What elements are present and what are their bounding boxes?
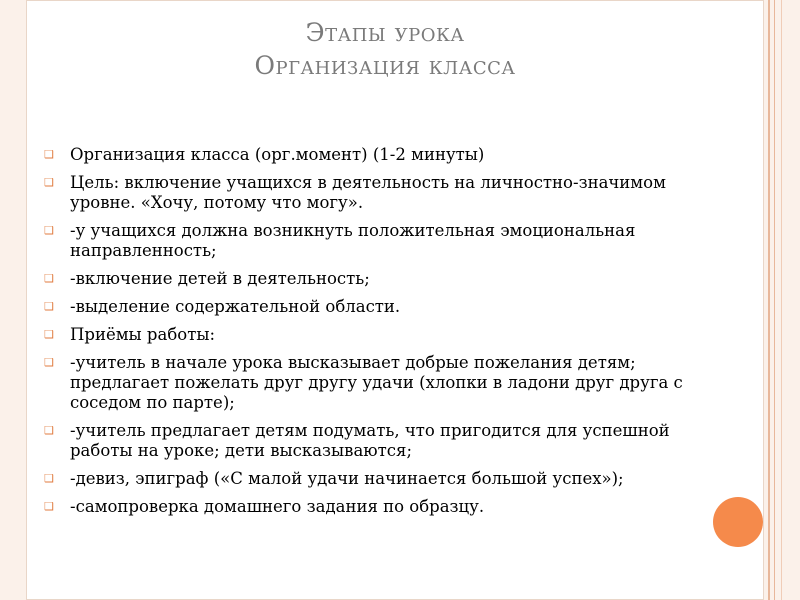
bullet-text: -выделение содержательной области. xyxy=(70,297,401,316)
bullet-text: Цель: включение учащихся в деятельность на личностно-значимом уровне. «Хочу, потому что могу». xyxy=(70,173,666,212)
title-line-2: Организация класса xyxy=(254,51,516,80)
bullet-item xyxy=(44,297,712,317)
bullet-icon: ❑ xyxy=(44,424,54,437)
title-line-1: Этапы урока xyxy=(305,18,465,47)
bullet-text: -самопроверка домашнего задания по образцу. xyxy=(70,497,485,516)
bullet-item xyxy=(44,421,712,461)
decor-rail-inner xyxy=(774,0,775,600)
bullet-text: -девиз, эпиграф («С малой удачи начинается большой успех»); xyxy=(70,469,624,488)
bullet-icon: ❑ xyxy=(44,176,54,189)
bullet-text: Приёмы работы: xyxy=(70,325,216,344)
bullet-item xyxy=(44,469,712,489)
bullet-icon: ❑ xyxy=(44,272,54,285)
bullet-item xyxy=(44,497,712,517)
bullet-item xyxy=(44,325,712,345)
bullet-text: -включение детей в деятельность; xyxy=(70,269,370,288)
bullet-icon: ❑ xyxy=(44,300,54,313)
decor-rail-outer xyxy=(768,0,770,600)
slide-title xyxy=(40,16,730,82)
bullet-item xyxy=(44,353,712,413)
bullet-text: -у учащихся должна возникнуть положительная эмоциональная направленность; xyxy=(70,221,636,260)
bullet-item xyxy=(44,221,712,261)
bullet-item xyxy=(44,145,712,165)
bullet-text: -учитель предлагает детям подумать, что пригодится для успешной работы на уроке; дети высказываются; xyxy=(70,421,670,460)
bullet-icon: ❑ xyxy=(44,328,54,341)
bullet-icon: ❑ xyxy=(44,500,54,513)
bullet-icon: ❑ xyxy=(44,148,54,161)
bullet-icon: ❑ xyxy=(44,472,54,485)
bullet-text: Организация класса (орг.момент) (1-2 минуты) xyxy=(70,145,485,164)
decor-rail-thin xyxy=(781,0,782,600)
orange-circle-decor xyxy=(713,497,763,547)
bullet-text: -учитель в начале урока высказывает добрые пожелания детям; предлагает пожелать друг другу удачи (хлопки в ладони друг друга с соседом по парте); xyxy=(70,353,683,412)
bullet-icon: ❑ xyxy=(44,356,54,369)
left-decor-band xyxy=(0,0,26,600)
bullet-item xyxy=(44,173,712,213)
bullet-icon: ❑ xyxy=(44,224,54,237)
bullet-item xyxy=(44,269,712,289)
bullet-list xyxy=(44,145,712,525)
